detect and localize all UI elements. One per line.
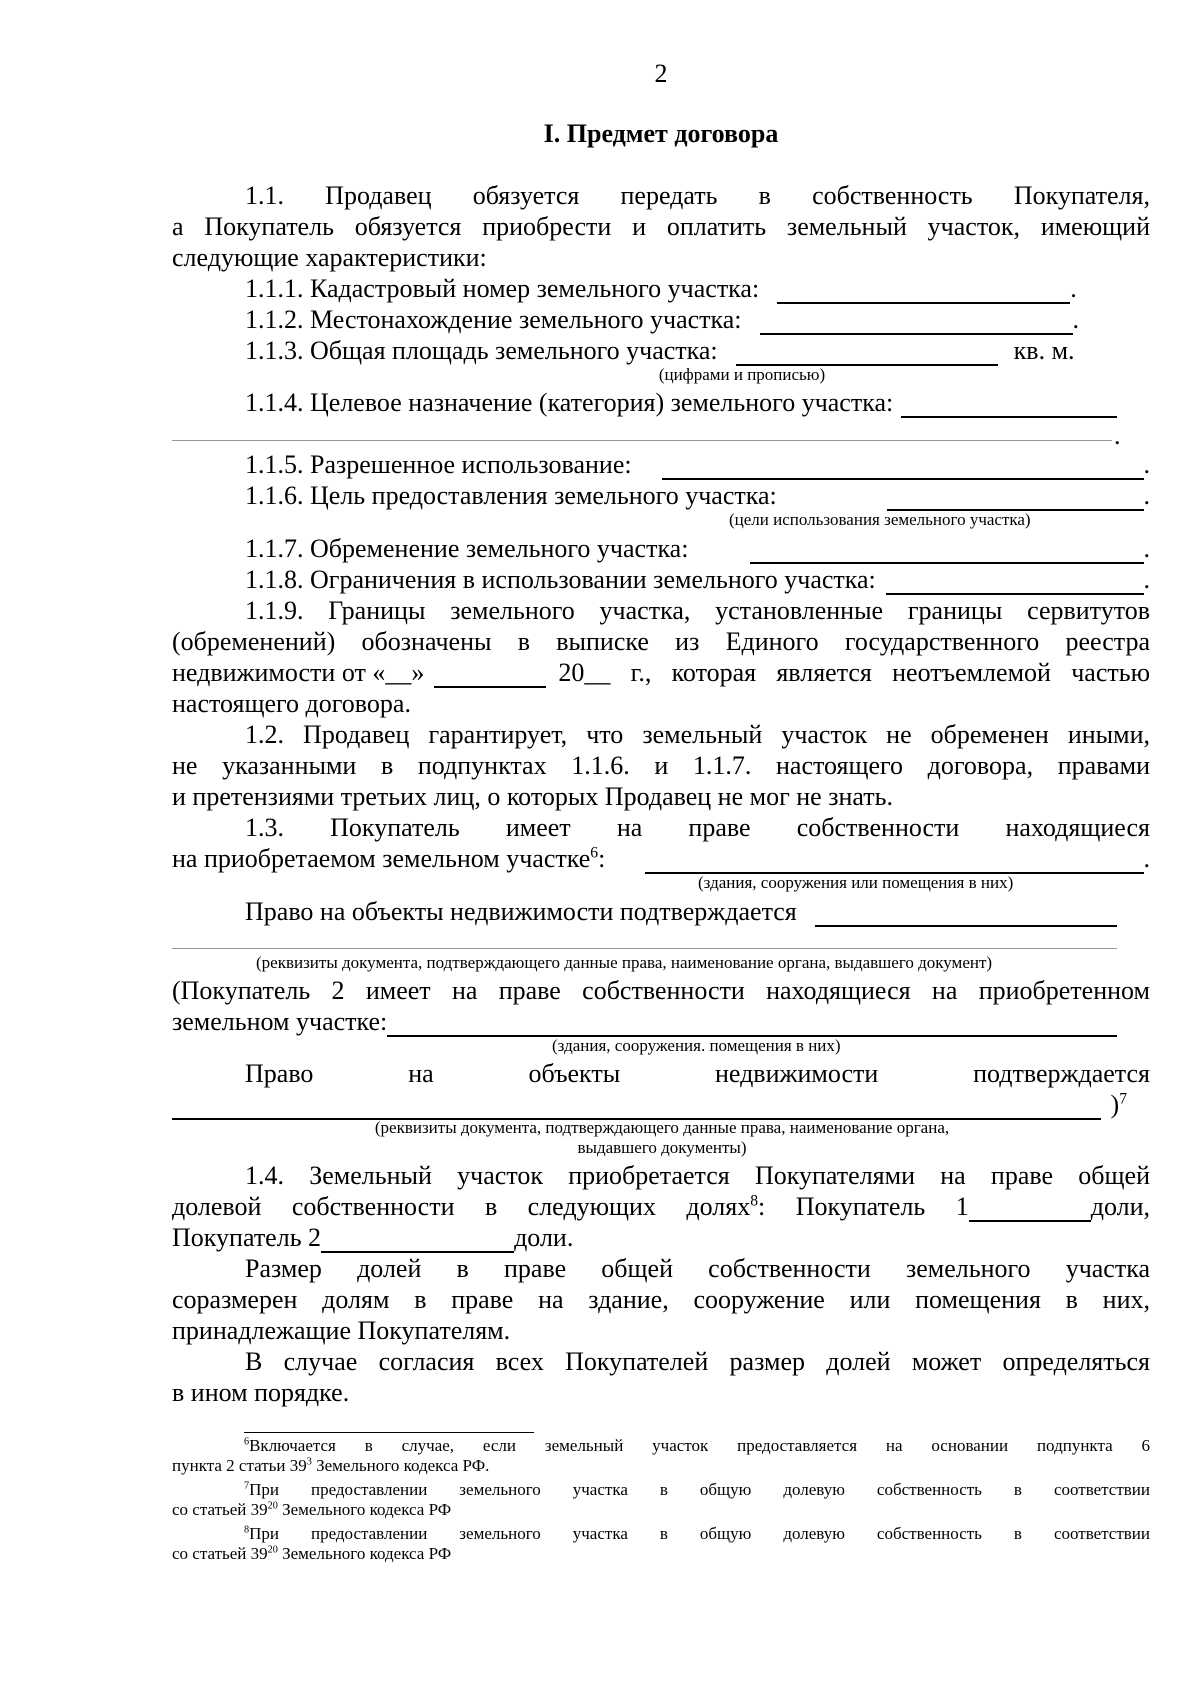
encumbrance-field[interactable] bbox=[750, 540, 1143, 564]
buyer1-share-field[interactable] bbox=[969, 1198, 1091, 1222]
footnote-mark-6: 6 bbox=[244, 1436, 250, 1448]
item-1-1-9-line2: (обременений) обозначены в выписке из Единого государственного реестра bbox=[172, 627, 1150, 656]
item-1-1-6-label: 1.1.6. Цель предоставления земельного участка: bbox=[245, 481, 777, 510]
item-1-1-9-line4: настоящего договора. bbox=[172, 689, 411, 718]
purpose-field[interactable] bbox=[901, 394, 1117, 418]
clause-1-2-line3: и претензиями третьих лиц, о которых Продавец не мог не знать. bbox=[172, 782, 893, 811]
item-1-1-3 bbox=[245, 335, 1150, 366]
rights-confirmation-text: Право на объекты недвижимости подтверждается bbox=[245, 897, 797, 926]
clause-1-4-line2-text: долевой собственности в следующих долях$^8$: Покупатель 1 bbox=[172, 1192, 969, 1221]
buyer1-share-suffix: доли, bbox=[1090, 1192, 1150, 1221]
agreement-line2: в ином порядке. bbox=[172, 1378, 350, 1407]
period: . bbox=[1114, 421, 1121, 450]
item-1-1-8: 1.1.8. Ограничения в использовании земельного участка: . bbox=[245, 565, 1150, 594]
item-1-1-1-label: 1.1.1. Кадастровый номер земельного участка: bbox=[245, 274, 760, 303]
item-1-1-4-label: 1.1.4. Целевое назначение (категория) земельного участка: bbox=[245, 388, 894, 417]
footnote-mark-8: 8 bbox=[244, 1524, 250, 1536]
purpose-field-continuation[interactable] bbox=[172, 440, 1112, 441]
clause-1-1-line3: следующие характеристики: bbox=[172, 243, 487, 272]
provision-purpose-field[interactable] bbox=[887, 487, 1144, 511]
footnote-7-line2: со статьей $39^{20}$ Земельного кодекса РФ bbox=[172, 1500, 452, 1519]
shares-line1: Размер долей в праве общей собственности земельного участка bbox=[245, 1254, 1150, 1283]
footnote-6-line1: $^6$Включается в случае, если земельный участок предоставляется на основании подпункта 6 bbox=[244, 1436, 1150, 1455]
rights2-word-2: на bbox=[408, 1059, 434, 1088]
clause-1-3-line2: на приобретаемом земельном участке$^6$: . bbox=[172, 844, 1150, 873]
location-field[interactable] bbox=[760, 311, 1073, 335]
rights2-word-3: объекты bbox=[528, 1059, 621, 1088]
provision-purpose-caption: (цели использования земельного участка) bbox=[729, 510, 1031, 529]
rights2-field-line bbox=[172, 1089, 1127, 1120]
footnote-mark-7: 7 bbox=[244, 1480, 250, 1492]
buildings-caption: (здания, сооружения или помещения в них) bbox=[698, 873, 1014, 892]
shares-line3: принадлежащие Покупателям. bbox=[172, 1316, 511, 1345]
shares-line2: соразмерен долям в праве на здание, сооружение или помещения в них, bbox=[172, 1285, 1150, 1314]
clause-1-3-line2-text: на приобретаемом земельном участке$^6$: bbox=[172, 844, 606, 873]
footnote-ref-6[interactable]: 6 bbox=[590, 844, 599, 862]
clause-1-1-line1: 1.1. Продавец обязуется передать в собственность Покупателя, bbox=[245, 181, 1150, 210]
buyer2-share-suffix: доли. bbox=[514, 1223, 574, 1252]
cadastral-number-field[interactable] bbox=[777, 280, 1070, 304]
item-1-1-5: 1.1.5. Разрешенное использование: . bbox=[245, 450, 1150, 479]
rights-confirmation-line bbox=[245, 896, 1117, 927]
buyer2-line2-text: земельном участке: bbox=[172, 1007, 388, 1036]
buyer-buildings-field[interactable] bbox=[645, 850, 1143, 874]
item-1-1-7-label: 1.1.7. Обременение земельного участка: bbox=[245, 534, 689, 563]
buyer2-buildings-field[interactable] bbox=[387, 1013, 1117, 1037]
buyer2-line2 bbox=[172, 1006, 1117, 1037]
footnote-7-line1: $^7$При предоставлении земельного участка в общую долевую собственность в соответствии bbox=[244, 1480, 1150, 1499]
footnote-8-line1: $^8$При предоставлении земельного участка в общую долевую собственность в соответствии bbox=[244, 1524, 1150, 1543]
item-1-1-2-label: 1.1.2. Местонахождение земельного участка: bbox=[245, 305, 742, 334]
egrn-date-field[interactable] bbox=[434, 664, 546, 688]
buyer2-share-field[interactable] bbox=[321, 1229, 514, 1253]
section-title: I. Предмет договора bbox=[543, 119, 779, 148]
footnote-6-line2: пункта 2 статьи $39^3$ Земельного кодекса РФ. bbox=[172, 1456, 490, 1475]
rights2-caption-line1: (реквизиты документа, подтверждающего данные права, наименование органа, bbox=[374, 1118, 950, 1137]
clause-1-4-line1: 1.4. Земельный участок приобретается Покупателями на праве общей bbox=[245, 1161, 1150, 1190]
footnote-ref-7[interactable]: 7 bbox=[1119, 1090, 1127, 1108]
item-1-1-8-label: 1.1.8. Ограничения в использовании земельного участка: bbox=[245, 565, 876, 594]
rights2-line bbox=[245, 1058, 1150, 1089]
item-1-1-3-label: 1.1.3. Общая площадь земельного участка: bbox=[245, 336, 718, 365]
rights2-word-4: недвижимости bbox=[714, 1059, 879, 1088]
clause-1-4-line3 bbox=[172, 1222, 573, 1253]
rights2-document-field[interactable] bbox=[172, 1096, 1101, 1120]
item-1-1-9-line1: 1.1.9. Границы земельного участка, установленные границы сервитутов bbox=[245, 596, 1150, 625]
rights2-caption-line2: выдавшего документы) bbox=[577, 1138, 747, 1157]
buyer2-share-label: Покупатель 2 bbox=[172, 1223, 322, 1252]
agreement-line1: В случае согласия всех Покупателей размер долей может определяться bbox=[245, 1347, 1150, 1376]
rights-document-field[interactable] bbox=[815, 903, 1117, 927]
clause-1-2-line1: 1.2. Продавец гарантирует, что земельный участок не обременен иными, bbox=[245, 720, 1150, 749]
clause-1-3-line1: 1.3. Покупатель имеет на праве собственности находящиеся bbox=[245, 813, 1150, 842]
rights2-word-5: подтверждается bbox=[973, 1059, 1150, 1088]
rights-document-caption: (реквизиты документа, подтверждающего данные права, наименование органа, выдавшего документ) bbox=[256, 953, 993, 972]
item-1-1-7: 1.1.7. Обременение земельного участка: . bbox=[245, 534, 1150, 563]
buyer2-buildings-caption: (здания, сооружения. помещения в них) bbox=[552, 1036, 841, 1055]
rights2-word-1: Право bbox=[245, 1059, 314, 1088]
clause-1-1-line2: а Покупатель обязуется приобрести и оплатить земельный участок, имеющий bbox=[172, 212, 1150, 241]
clause-1-2-line2: не указанными в подпунктах 1.1.6. и 1.1.7. настоящего договора, правами bbox=[172, 751, 1150, 780]
permitted-use-field[interactable] bbox=[662, 456, 1144, 480]
area-unit: кв. м. bbox=[1013, 336, 1075, 365]
buyer2-line1: (Покупатель 2 имеет на праве собственности находящиеся на приобретенном bbox=[172, 976, 1150, 1005]
egrn-date-suffix: 20__ г., которая является неотъемлемой частью bbox=[558, 658, 1150, 687]
area-caption: (цифрами и прописью) bbox=[658, 365, 826, 384]
clause-1-4-line2 bbox=[172, 1191, 1150, 1222]
page-number: 2 bbox=[654, 59, 668, 88]
item-1-1-5-label: 1.1.5. Разрешенное использование: bbox=[245, 450, 632, 479]
rights2-close: )$^7$ bbox=[1110, 1090, 1127, 1119]
rights-document-field-continuation[interactable] bbox=[172, 948, 1117, 949]
footnote-separator bbox=[244, 1432, 534, 1433]
item-1-1-4 bbox=[245, 387, 1117, 418]
item-1-1-6: 1.1.6. Цель предоставления земельного участка: . bbox=[245, 481, 1150, 510]
item-1-1-2: 1.1.2. Местонахождение земельного участка: . bbox=[245, 305, 1080, 334]
egrn-date-prefix: недвижимости от «__» bbox=[172, 658, 425, 687]
footnote-8-line2: со статьей $39^{20}$ Земельного кодекса РФ bbox=[172, 1544, 452, 1563]
restrictions-field[interactable] bbox=[886, 571, 1144, 595]
area-field[interactable] bbox=[736, 342, 998, 366]
item-1-1-9-line3 bbox=[172, 657, 1150, 688]
footnote-ref-8[interactable]: 8 bbox=[750, 1192, 759, 1210]
item-1-1-1: 1.1.1. Кадастровый номер земельного участка: . bbox=[245, 274, 1077, 303]
